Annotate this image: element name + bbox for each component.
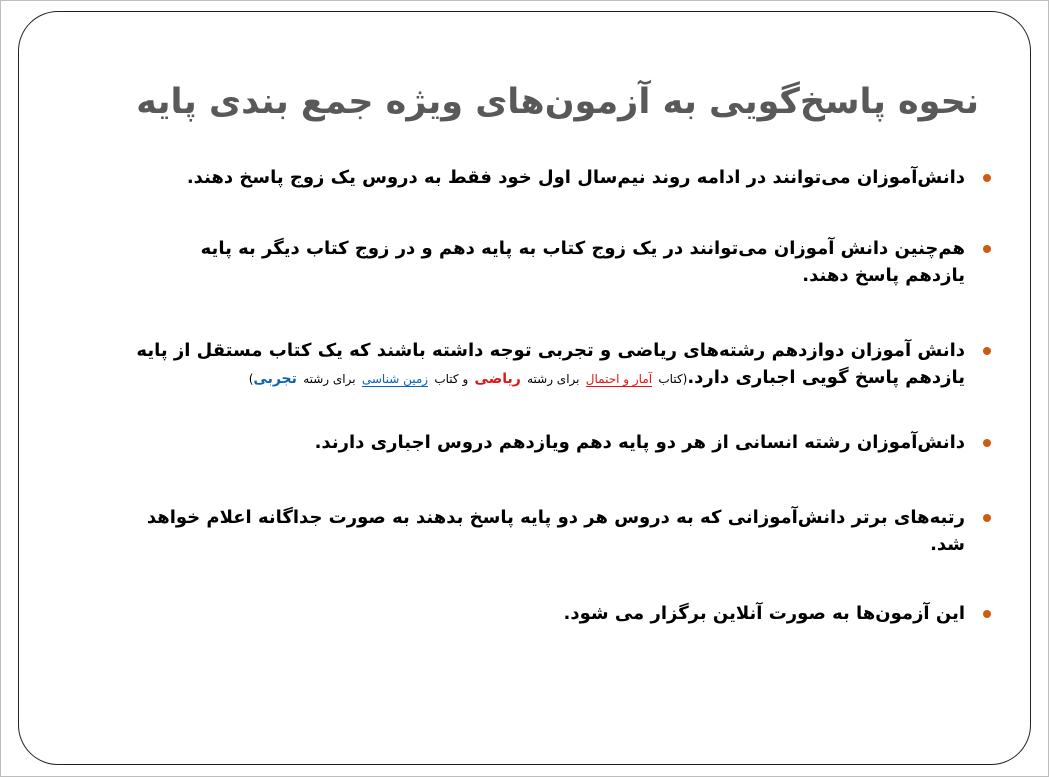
note-for-field: برای رشته xyxy=(303,372,356,386)
note-for-field: برای رشته xyxy=(527,372,580,386)
bullet-text: رتبه‌های برتر دانش‌آموزانی که به دروس هر دو پایه پاسخ بدهند به صورت جداگانه اعلام خواهد xyxy=(146,507,965,528)
bullet-item-5 xyxy=(147,504,991,558)
bullet-dot xyxy=(983,514,991,522)
bullet-item-6 xyxy=(564,600,991,627)
note-and-book: و کتاب xyxy=(434,372,469,386)
bullet-text: هم‌چنین دانش آموزان می‌توانند در یک زوج کتاب به پایه دهم و در زوج کتاب دیگر به پایه xyxy=(200,238,965,259)
note-book-statistics: آمار و احتمال xyxy=(585,372,653,386)
note-field-science: تجربی xyxy=(253,371,297,387)
bullet-text: یازدهم پاسخ گویی اجباری دارد. xyxy=(687,367,965,388)
slide-title: نحوه پاسخ‌گویی به آزمون‌های ویژه جمع بندی پایه xyxy=(136,82,979,122)
note-book-geology: زمین شناسی xyxy=(361,372,429,386)
bullet-dot xyxy=(983,347,991,355)
note-close: ) xyxy=(248,372,254,386)
bullet-text: دانش‌آموزان می‌توانند در ادامه روند نیم‌سال اول خود فقط به دروس یک زوج پاسخ دهند. xyxy=(186,167,965,188)
note-field-math: ریاضی xyxy=(474,371,521,387)
bullet-text: یازدهم پاسخ دهند. xyxy=(802,265,965,286)
note-open: (کتاب xyxy=(658,372,688,386)
bullet-text-line2 xyxy=(136,364,965,393)
bullet-dot xyxy=(983,245,991,253)
bullet-text: دانش آموزان دوازدهم رشته‌های ریاضی و تجربی توجه داشته باشند که یک کتاب مستقل از پایه xyxy=(136,340,965,361)
bullet-item-4 xyxy=(315,429,991,456)
bullet-item-1 xyxy=(187,164,991,191)
bullet-text: این آزمون‌ها به صورت آنلاین برگزار می شود. xyxy=(563,603,965,624)
bullet-item-2 xyxy=(201,235,991,289)
bullet-text: شد. xyxy=(930,534,965,555)
bullet-dot xyxy=(983,439,991,447)
bullet-text: دانش‌آموزان رشته انسانی از هر دو پایه دهم ویازدهم دروس اجباری دارند. xyxy=(314,432,965,453)
bullet-dot xyxy=(983,610,991,618)
bullet-dot xyxy=(983,174,991,182)
bullet-item-3 xyxy=(136,337,991,393)
